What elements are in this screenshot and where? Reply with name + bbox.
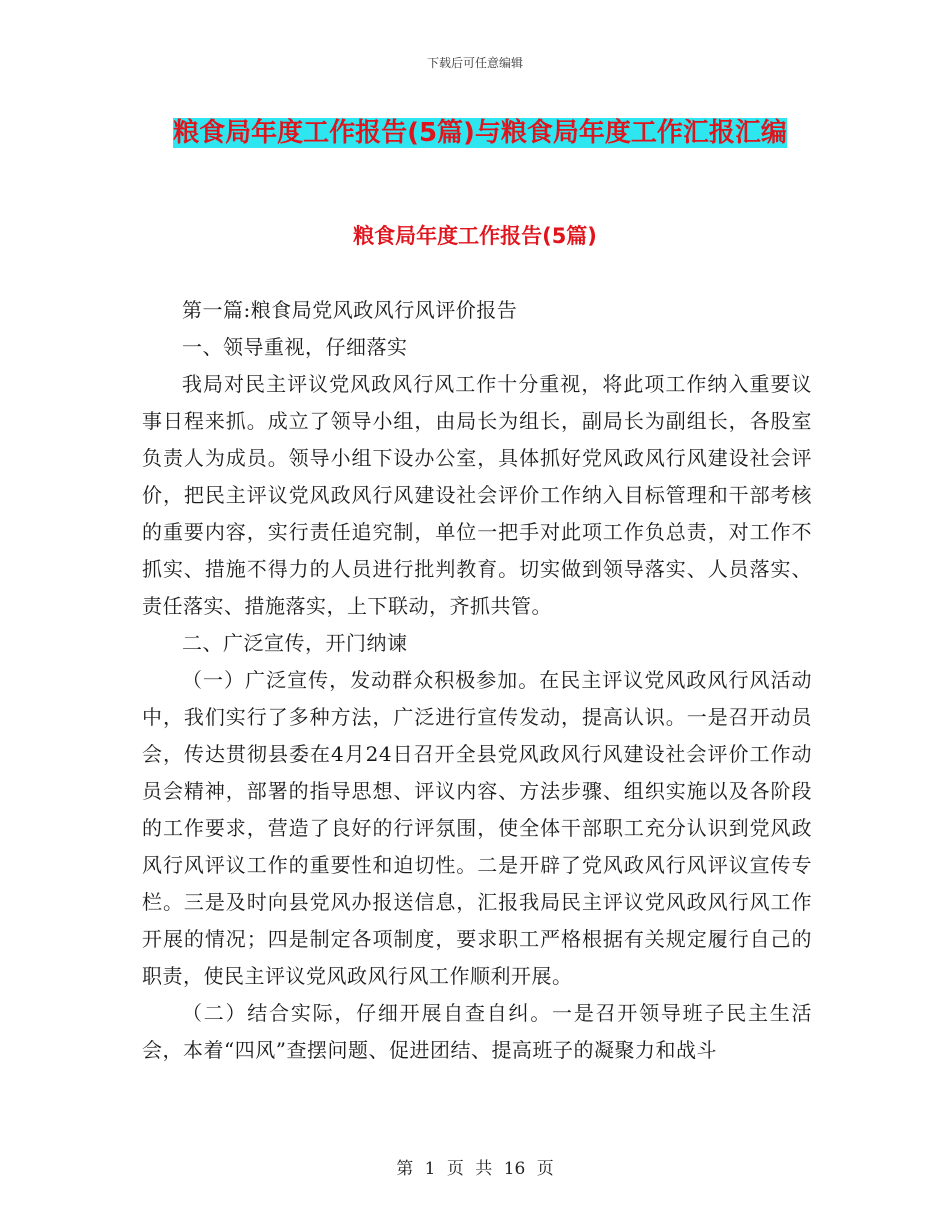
section-title: 粮食局年度工作报告(5篇) [353,224,597,248]
document-title-text: 粮食局年度工作报告(5篇)与粮食局年度工作汇报汇编 [173,118,787,148]
paragraph: （一）广泛宣传，发动群众积极参加。在民主评议党风政风行风活动中，我们实行了多种方法，广泛进行宣传发动，提高认识。一是召开动员会，传达贯彻县委在4月24日召开全县党风政风行风建设社会评价工作动员会精神，部署的指导思想、评议内容、方法步骤、组织实施以及各阶段的工作要求，营造了良好的行评氛围，使全体干部职工充分认识到党风政风行风评议工作的重要性和迫切性。二是开辟了党风政风行风评议宣传专栏。三是及时向县党风办报送信息，汇报我局民主评议党风政风行风工作开展的情况；四是制定各项制度，要求职工严格根据有关规定履行自己的职责，使民主评议党风政风行风工作顺利开展。 [142,668,812,988]
body-text [142,292,812,1069]
paragraph: （二）结合实际，仔细开展自查自纠。一是召开领导班子民主生活会，本着“四风”查摆问题、促进团结、提高班子的凝聚力和战斗 [142,1001,812,1062]
page-footer: 第 1 页 共 16 页 [396,1159,554,1179]
paragraph: 我局对民主评议党风政风行风工作十分重视，将此项工作纳入重要议事日程来抓。成立了领导小组，由局长为组长，副局长为副组长，各股室负责人为成员。领导小组下设办公室，具体抓好党风政风行风建设社会评价，把民主评议党风政风行风建设社会评价工作纳入目标管理和干部考核的重要内容，实行责任追究制，单位一把手对此项工作负总责，对工作不抓实、措施不得力的人员进行批判教育。切实做到领导落实、人员落实、责任落实、措施落实，上下联动，齐抓共管。 [142,372,812,618]
paragraph: 二、广泛宣传，开门纳谏 [182,631,408,655]
header-note: 下载后可任意编辑 [426,56,523,70]
paragraph: 一、领导重视，仔细落实 [182,335,408,359]
document-title [140,108,820,158]
paragraph: 第一篇:粮食局党风政风行风评价报告 [182,298,518,322]
